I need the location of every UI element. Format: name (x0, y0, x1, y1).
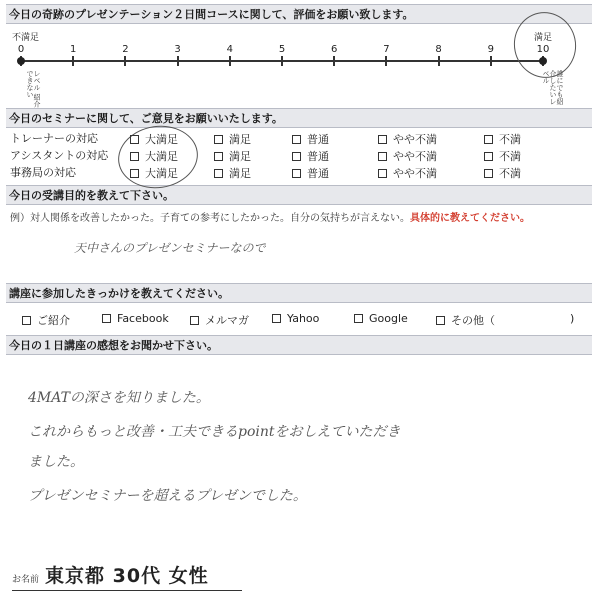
trigger-option[interactable] (436, 312, 495, 328)
scale-left-label: 不満足 (12, 33, 40, 43)
rating-row (6, 147, 592, 164)
rating-option[interactable] (378, 168, 437, 179)
rating-option-label: 普通 (307, 133, 329, 146)
rating-option-label: 満足 (229, 167, 251, 180)
right-note: 誰にでも紹介したいレベル (542, 70, 564, 105)
scale-tick (333, 56, 335, 66)
rating-option-label: 大満足 (145, 167, 178, 180)
rating-option-label: やや不満 (393, 150, 437, 163)
checkbox[interactable] (190, 316, 199, 325)
checkbox[interactable] (292, 169, 301, 178)
trigger-option-label: その他（ (451, 314, 495, 327)
scale-tick-label: 7 (383, 44, 390, 55)
checkbox[interactable] (484, 135, 493, 144)
rating-option-label: 不満 (499, 150, 521, 163)
q5-answer-area (6, 355, 592, 561)
signature (12, 561, 242, 591)
rating-option[interactable] (214, 134, 251, 145)
rating-option-label: 大満足 (145, 150, 178, 163)
checkbox[interactable] (436, 316, 445, 325)
checkbox[interactable] (378, 135, 387, 144)
checkbox[interactable] (272, 314, 281, 323)
rating-option-label: やや不満 (393, 167, 437, 180)
rating-option[interactable] (214, 151, 251, 162)
rating-row-label: トレーナーの対応 (10, 132, 98, 145)
rating-option-label: やや不満 (393, 133, 437, 146)
rating-option[interactable] (214, 168, 251, 179)
trigger-option-label: メルマガ (205, 314, 249, 327)
checkbox[interactable] (292, 135, 301, 144)
checkbox[interactable] (378, 152, 387, 161)
q5-line-2: これからもっと改善・工夫できるpointをおしえていただき (28, 424, 401, 440)
signature-label: お名前 (12, 575, 40, 585)
checkbox[interactable] (130, 169, 139, 178)
scale-tick (385, 56, 387, 66)
rating-option[interactable] (292, 151, 329, 162)
rating-option-label: 満足 (229, 133, 251, 146)
q5-line-1: 4MATの深さを知りました。 (28, 390, 210, 406)
trigger-option-label: Facebook (117, 312, 169, 325)
rating-row-label: 事務局の対応 (10, 166, 76, 179)
rating-row-label: アシスタントの対応 (10, 149, 109, 162)
left-note: レベル 紹介できない (26, 70, 41, 108)
rating-scale (6, 24, 592, 108)
checkbox[interactable] (484, 152, 493, 161)
scale-dot (17, 57, 25, 65)
rating-option-label: 普通 (307, 167, 329, 180)
checkbox[interactable] (130, 152, 139, 161)
survey-form (6, 4, 592, 561)
scale-tick-label: 8 (435, 44, 442, 55)
scale-tick (72, 56, 74, 66)
q2-ratings (6, 128, 592, 185)
rating-option[interactable] (130, 134, 178, 145)
checkbox[interactable] (378, 169, 387, 178)
rating-option[interactable] (130, 168, 178, 179)
q4-close-paren: ) (570, 312, 575, 325)
q3-answer-area (6, 205, 592, 283)
q5-line-4: プレゼンセミナーを超えるプレゼンでした。 (28, 488, 307, 504)
scale-tick-label: 3 (174, 44, 181, 55)
checkbox[interactable] (130, 135, 139, 144)
scale-tick (438, 56, 440, 66)
scale-tick-label: 4 (226, 44, 233, 55)
q4-options (6, 303, 592, 335)
scale-tick-label: 5 (278, 44, 286, 55)
rating-option[interactable] (292, 134, 329, 145)
q5-heading: 今日の１日講座の感想をお聞かせ下さい。 (6, 335, 592, 355)
q2-heading: 今日のセミナーに関して、ご意見をお願いいたします。 (6, 108, 592, 128)
rating-option[interactable] (484, 168, 521, 179)
scale-tick-label: 2 (122, 44, 129, 55)
rating-option-label: 大満足 (145, 133, 178, 146)
rating-option[interactable] (378, 134, 437, 145)
q3-heading: 今日の受講目的を教えて下さい。 (6, 185, 592, 205)
rating-option-label: 普通 (307, 150, 329, 163)
checkbox[interactable] (292, 152, 301, 161)
scale-tick-label: 6 (331, 44, 338, 55)
scale-tick (124, 56, 126, 66)
rating-option[interactable] (130, 151, 178, 162)
trigger-option[interactable] (354, 312, 408, 325)
rating-option[interactable] (484, 134, 521, 145)
trigger-option-label: ご紹介 (37, 314, 70, 327)
scale-tick-label: 9 (487, 44, 494, 55)
checkbox[interactable] (102, 314, 111, 323)
trigger-option[interactable] (190, 312, 249, 328)
q1-heading: 今日の奇跡のプレゼンテーション２日間コースに関して、評価をお願い致します。 (6, 4, 592, 24)
checkbox[interactable] (484, 169, 493, 178)
checkbox[interactable] (354, 314, 363, 323)
scale-right-label: 満足 (534, 33, 553, 43)
rating-option[interactable] (378, 151, 437, 162)
q5-line-3: ました。 (28, 454, 84, 470)
rating-row (6, 130, 592, 147)
q4-heading: 講座に参加したきっかけを教えてください。 (6, 283, 592, 303)
signature-value: 東京都 30代 女性 (45, 565, 209, 587)
scale-tick (490, 56, 492, 66)
rating-option-label: 満足 (229, 150, 251, 163)
scale-tick-label: 10 (536, 44, 550, 55)
trigger-option-label: Google (369, 312, 408, 325)
trigger-option[interactable] (102, 312, 169, 325)
scale-tick-label: 1 (70, 44, 77, 55)
q3-handwritten: 天中さんのプレゼンセミナーなので (74, 241, 266, 255)
trigger-option[interactable] (22, 312, 70, 328)
rating-option[interactable] (484, 151, 521, 162)
rating-option[interactable] (292, 168, 329, 179)
q3-example-red: 具体的に教えてください。 (410, 213, 530, 224)
scale-tick (177, 56, 179, 66)
checkbox[interactable] (214, 169, 223, 178)
trigger-option[interactable] (272, 312, 319, 325)
q3-example (10, 209, 530, 224)
rating-option-label: 不満 (499, 167, 521, 180)
checkbox[interactable] (214, 135, 223, 144)
checkbox[interactable] (214, 152, 223, 161)
rating-option-label: 不満 (499, 133, 521, 146)
checkbox[interactable] (22, 316, 31, 325)
rating-row (6, 164, 592, 181)
trigger-option-label: Yahoo (287, 312, 320, 325)
scale-tick (281, 56, 283, 66)
scale-tick (229, 56, 231, 66)
q3-example-text: 例）対人関係を改善したかった。子育ての参考にしたかった。自分の気持ちが言えない。 (10, 213, 410, 224)
scale-tick-label: 0 (17, 44, 25, 55)
